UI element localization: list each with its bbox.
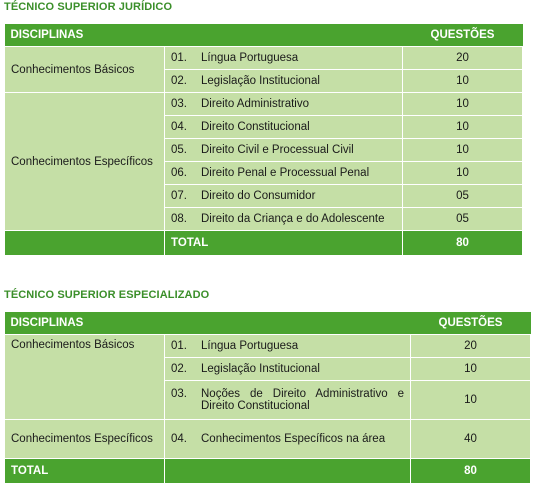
subject-name: Direito Administrativo: [201, 98, 310, 110]
questions-count: 10: [403, 139, 523, 162]
subject-name: Direito Constitucional: [201, 121, 310, 133]
questions-count: 20: [411, 335, 531, 358]
subject-name: Língua Portuguesa: [201, 52, 299, 64]
subject-number: 04.: [171, 121, 187, 133]
subject-name: Língua Portuguesa: [201, 340, 299, 352]
subject-cell: [165, 335, 411, 358]
questions-count: 10: [403, 162, 523, 185]
questions-count: 10: [403, 93, 523, 116]
table-header: [5, 312, 531, 335]
subject-cell: [165, 116, 403, 139]
table-row: [5, 335, 531, 358]
subject-name: Direito Civil e Processual Civil: [201, 144, 354, 156]
total-label: TOTAL: [5, 459, 165, 484]
subject-cell: [165, 381, 411, 420]
subject-number: 06.: [171, 167, 187, 179]
subject-cell: [165, 162, 403, 185]
header-questoes: QUESTÕES: [411, 312, 531, 335]
total-row: [5, 231, 523, 256]
subject-name: Direito Penal e Processual Penal: [201, 167, 370, 179]
table-row: [5, 420, 531, 459]
questions-count: 10: [411, 381, 531, 420]
subject-number: 05.: [171, 144, 187, 156]
subject-number: 04.: [171, 433, 187, 445]
group-label: Conhecimentos Básicos: [5, 335, 165, 420]
subject-number: 02.: [171, 75, 187, 87]
questions-count: 10: [411, 358, 531, 381]
group-label: Conhecimentos Específicos: [5, 93, 165, 231]
section-title-juridico: TÉCNICO SUPERIOR JURÍDICO: [4, 1, 173, 13]
subject-number: 02.: [171, 363, 187, 375]
table-juridico: [4, 24, 523, 256]
subject-number: 08.: [171, 213, 187, 225]
questions-count: 05: [403, 208, 523, 231]
table-especializado: [4, 312, 531, 484]
total-value: 80: [403, 231, 523, 256]
subject-number: 01.: [171, 52, 187, 64]
header-disciplinas: DISCIPLINAS: [5, 24, 165, 47]
section-title-especializado: TÉCNICO SUPERIOR ESPECIALIZADO: [4, 289, 210, 301]
questions-count: 40: [411, 420, 531, 459]
subject-name: Direito da Criança e do Adolescente: [201, 213, 385, 225]
subject-name: Noções de Direito Administrativo e Direito Constitucional: [201, 388, 404, 412]
subject-number: 07.: [171, 190, 187, 202]
subject-cell: [165, 70, 403, 93]
subject-cell: [165, 93, 403, 116]
subject-name: Legislação Institucional: [201, 363, 320, 375]
subject-name: Direito do Consumidor: [201, 190, 316, 202]
subject-cell: [165, 139, 403, 162]
total-label: TOTAL: [165, 231, 403, 256]
questions-count: 10: [403, 70, 523, 93]
questions-count: 10: [403, 116, 523, 139]
subject-cell: [165, 185, 403, 208]
group-label: Conhecimentos Específicos: [5, 420, 165, 459]
table-row: [5, 47, 523, 70]
subject-cell: [165, 420, 411, 459]
table-header: [5, 24, 523, 47]
subject-cell: [165, 208, 403, 231]
questions-count: 05: [403, 185, 523, 208]
questions-count: 20: [403, 47, 523, 70]
subject-cell: [165, 358, 411, 381]
total-row: [5, 459, 531, 484]
total-value: 80: [411, 459, 531, 484]
group-label: Conhecimentos Básicos: [5, 47, 165, 93]
subject-name: Conhecimentos Específicos na área: [201, 433, 386, 445]
subject-number: 01.: [171, 340, 187, 352]
subject-cell: [165, 47, 403, 70]
subject-name: Legislação Institucional: [201, 75, 320, 87]
subject-number: 03.: [171, 98, 187, 110]
header-questoes: QUESTÕES: [403, 24, 523, 47]
table-row: [5, 93, 523, 116]
header-disciplinas: DISCIPLINAS: [5, 312, 165, 335]
subject-number: 03.: [171, 388, 187, 400]
